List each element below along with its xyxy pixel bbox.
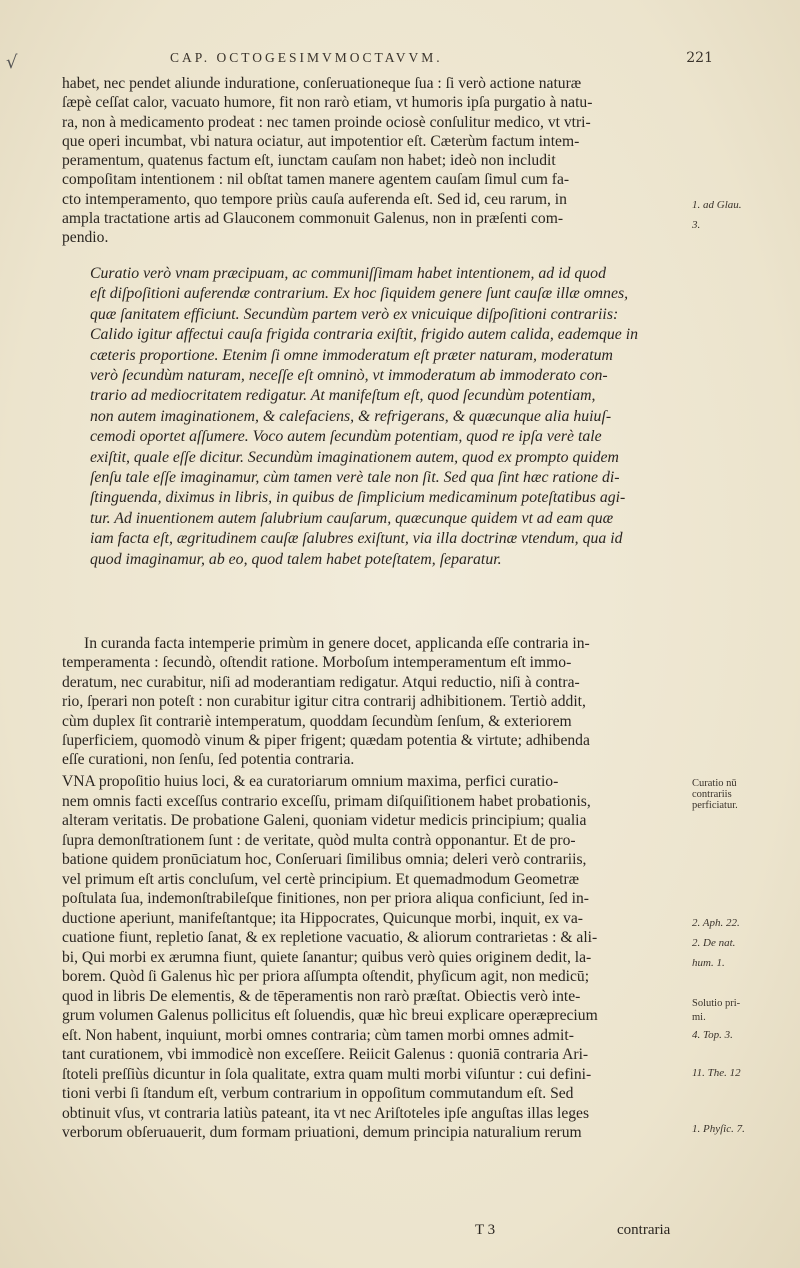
text-line: quæ ſanitatem efficiunt. Secundùm partem verò ex vnicuique diſpoſitioni contrariis: (90, 305, 619, 323)
margin-note: Solutio pri- (692, 998, 741, 1009)
text-line: verborum obſeruauerit, dum formam priuationi, demum principia naturalium rerum (62, 1124, 582, 1141)
page-header (170, 50, 725, 72)
text-line: obtinuit vſus, vt contraria latiùs pateant, ita vt nec Ariſtoteles ipſe anguſtas illas leges (62, 1104, 590, 1122)
text-line: ductione aperiunt, manifeſtantque; ita Hippocrates, Quicunque morbi, inquit, ex va- (62, 909, 583, 927)
text-line: eſt diſpoſitioni auferendæ contrarium. Ex hoc ſiquidem genere ſunt cauſæ illæ omnes, (90, 285, 629, 303)
text-line: poſtulata ſua, indemonſtrabileſque finitiones, non per priora aliqua conficiunt, ſed in- (62, 890, 590, 907)
text-line: pendio. (62, 229, 109, 247)
text-line: habet, nec pendet aliunde induratione, conſeruationeque ſua : ſi verò actione naturæ (62, 75, 582, 92)
text-line: ſtoteli preſſiùs dicuntur in ſola qualitate, extra quam multi morbi viſuntur : cui defini- (62, 1065, 592, 1083)
paragraph-commentary-1 (62, 74, 685, 248)
text-line: cæteris proportione. Etenim ſi omne immoderatum eſt præter naturam, moderatum (90, 346, 613, 364)
catchword: contraria (617, 1222, 671, 1238)
text-line: ra, non à medicamento prodeat : nec tamen proinde ociosè conſulitur medico, vt vtri- (62, 113, 591, 131)
text-line: In curanda facta intemperie primùm in genere docet, applicanda eſſe contraria in- (84, 635, 590, 652)
text-line: deratum, nec curabitur, niſi ad moderantiam redigatur. Atqui reductio, niſi à contra- (62, 673, 580, 691)
paragraph-commentary-2 (62, 634, 685, 770)
text-line: trario ad mediocritatem redigatur. At manifeſtum eſt, quod ſecundùm potentiam, (90, 387, 596, 405)
signature-mark: T 3 (475, 1222, 496, 1238)
text-line: Curatio verò vnam præcipuam, ac communiſſimam habet intentionem, ad id quod (90, 265, 606, 282)
text-line: borem. Quòd ſi Galenus hìc per priora aſſumpta oſtendit, phyſicum agit, non medicū; (62, 968, 590, 985)
text-line: cuatione fiunt, repletio ſanat, & ex repletione vacuatio, & aliorum contrarietas : & ali- (62, 929, 598, 946)
text-line: ſtinguenda, diximus in libris, in quibus de ſimplicium medicaminum poteſtatibus agi- (90, 489, 626, 507)
text-line: rio, ſperari non poteſt : non curabitur igitur citra contrarij adhibitionem. Tertiò addit, (62, 693, 586, 711)
margin-note: 1. ad Glau. (692, 199, 742, 211)
text-line: batione quidem pronūciatum hoc, Conſeruari ſimilibus omnia; deleri verò contrariis, (62, 851, 587, 868)
text-line: eſt. Non habent, inquiunt, morbi omnes contraria; cùm tamen morbi omnes admit- (62, 1026, 574, 1044)
text-line: nem omnis facti exceſſus contrario exceſſu, primam diſquiſitionem habet probationis, (62, 792, 591, 810)
margin-note: hum. 1. (692, 957, 725, 969)
paragraph-commentary-3 (62, 772, 685, 1143)
margin-note: 4. Top. 3. (692, 1029, 733, 1041)
text-line: quod imaginamur, ab eo, quod talem habet poteſtatem, ſeparatur. (90, 550, 502, 568)
margin-note: 2. Aph. 22. (692, 917, 740, 929)
margin-note: 11. The. 12 (692, 1067, 741, 1079)
text-line: vel primum eſt artis concluſum, vel certè principium. Et quemadmodum Geometræ (62, 870, 580, 888)
text-line: cùm duplex ſit contrariè intemperatum, quoddam ſecundùm ſenſum, & exteriorem (62, 712, 572, 730)
text-line: quod in libris De elementis, & de tēperamentis non rarò præſtat. Obiectis verò inte- (62, 987, 581, 1005)
text-line: compoſitam intentionem : nil obſtat tamen manere agentem cauſam ſimul cum fa- (62, 171, 570, 189)
text-line: tant curationem, vbi immodicè non exceſſere. Reiicit Galenus : quoniā contraria Ari- (62, 1046, 589, 1063)
text-line: eſſe curationi, non ſenſu, ſed potentia contraria. (62, 751, 355, 769)
page-number: 221 (686, 50, 713, 66)
text-line: ſæpè ceſſat calor, vacuato humore, fit non rarò etiam, vt humoris ipſa purgatio à natu- (62, 94, 593, 112)
text-line: grum volumen Galenus pollicitus eſt ſoluendis, quæ hìc breui explicare operæprecium (62, 1007, 598, 1024)
text-line: iam facta eſt, ægritudinem cauſæ ſalubres exiſtunt, via illa doctrinæ vtendum, qua id (90, 530, 623, 548)
text-line: Calido igitur affectui cauſa frigida contraria exiſtit, frigido autem calida, eademque in (90, 326, 639, 344)
text-line: non autem imaginationem, & calefaciens, & refrigerans, & quæcunque alia huiuſ- (90, 407, 612, 425)
galen-quotation (90, 264, 685, 570)
text-line: cemodi oportet aſſumere. Voco autem ſecundùm potentiam, quod re ipſa verè tale (90, 428, 602, 446)
text-line: que operi incumbat, vbi natura ociatur, aut impotentior eſt. Cæterùm factum intem- (62, 132, 580, 150)
text-line: tur. Ad inuentionem autem ſalubrium cauſarum, quæcunque quidem vt ad eam quæ (90, 509, 614, 527)
text-line: bi, Qui morbi ex ærumna fiunt, quiete ſanantur; quibus verò quies originem dedit, la- (62, 948, 592, 966)
text-line: VNA propoſitio huius loci, & ea curatoriarum omnium maxima, perfici curatio- (62, 773, 559, 790)
text-line: exiſtit, quale eſſe dicitur. Secundùm imaginationem autem, quod ex prompto quidem (90, 448, 619, 466)
text-line: ſupra demonſtrationem ſunt : de veritate, quòd multa contrà opponantur. Et de pro- (62, 831, 576, 849)
margin-note: 1. Phyſic. 7. (692, 1123, 745, 1135)
text-line: cto intemperamento, quo tempore priùs cauſa auferenda eſt. Sed id, ceu rarum, in (62, 190, 567, 208)
margin-note: Curatio nū contrariis perficiatur. (692, 778, 738, 811)
text-line: verò ſecundùm naturam, neceſſe eſt omninò, vt immoderatum ab immoderato con- (90, 367, 608, 385)
text-line: ampla tractatione artis ad Glauconem commonuit Galenus, non in præſenti com- (62, 210, 564, 228)
corner-check-mark: √ (6, 52, 18, 73)
margin-note: 2. De nat. (692, 937, 736, 949)
text-line: alteram veritatis. De probatione Galeni, quoniam videtur medicis principium; qualia (62, 812, 587, 829)
running-head: CAP. OCTOGESIMVMOCTAVVM. (170, 50, 443, 65)
margin-note: 3. (692, 219, 701, 231)
text-line: ſenſu tale eſſe imaginamur, cùm tamen verè tale non ſit. Sed qua ſint hæc ratione di- (90, 469, 620, 487)
margin-note: mi. (692, 1012, 706, 1023)
text-line: temperamenta : ſecundò, oſtendit ratione. Morboſum intemperamentum eſt immo- (62, 654, 572, 672)
text-line: ſuperficiem, quomodò vinum & piper frigent; quædam potentia & virtute; adhibenda (62, 732, 590, 750)
text-line: peramentum, quatenus factum eſt, iunctam cauſam non habet; ideò non includit (62, 152, 556, 170)
text-line: tioni verbi ſi ſtandum eſt, verbum contrarium in oppoſitum commutandum eſt. Sed (62, 1085, 574, 1102)
